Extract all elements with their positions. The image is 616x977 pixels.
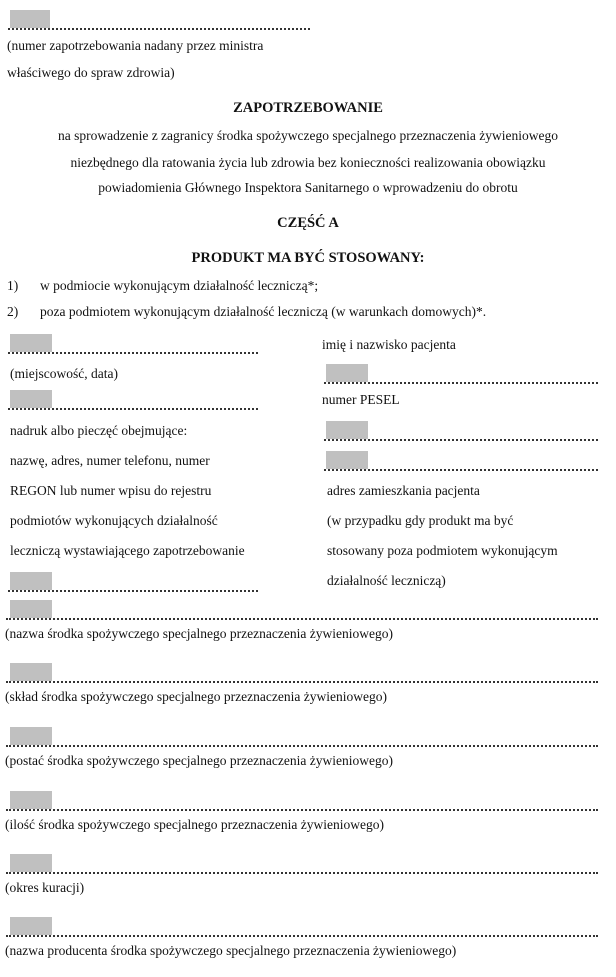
stamp-line bbox=[8, 408, 258, 410]
treatment-period-caption: (okres kuracji) bbox=[5, 880, 85, 895]
usage-option-1-text: w podmiocie wykonującym działalność leczniczą*; bbox=[40, 278, 319, 293]
patient-name-line bbox=[324, 382, 598, 384]
pesel-caption: numer PESEL bbox=[322, 392, 400, 407]
subtitle-line-1: na sprowadzenie z zagranicy środka spożywczego specjalnego przeznaczenia żywieniowego bbox=[57, 128, 558, 143]
subtitle-line-2: niezbędnego dla ratowania życia lub zdrowia bez konieczności realizowania obowiązku bbox=[70, 155, 546, 170]
subtitle-line-3: powiadomienia Głównego Inspektora Sanitarnego o wprowadzeniu do obrotu bbox=[98, 180, 518, 195]
place-date-line bbox=[8, 352, 258, 354]
stamp-caption-line-1: nadruk albo pieczęć obejmujące: bbox=[10, 423, 188, 438]
usage-option-1-number: 1) bbox=[7, 278, 19, 293]
address-caption-line-3: stosowany poza podmiotem wykonującym bbox=[327, 543, 558, 558]
treatment-period-line bbox=[6, 872, 598, 874]
pesel-line bbox=[324, 439, 598, 441]
patient-name-caption: imię i nazwisko pacjenta bbox=[322, 337, 456, 352]
product-quantity-caption: (ilość środka spożywczego specjalnego przeznaczenia żywieniowego) bbox=[5, 817, 384, 832]
manufacturer-name-caption: (nazwa producenta środka spożywczego specjalnego przeznaczenia żywieniowego) bbox=[5, 943, 457, 958]
stamp-input[interactable] bbox=[10, 390, 52, 408]
product-name-line bbox=[6, 618, 598, 620]
patient-name-input[interactable] bbox=[326, 364, 368, 382]
product-composition-line bbox=[6, 681, 598, 683]
address-caption-line-1: adres zamieszkania pacjenta bbox=[327, 483, 480, 498]
stamp-caption-line-3: REGON lub numer wpisu do rejestru bbox=[10, 483, 212, 498]
patient-address-line bbox=[324, 469, 598, 471]
request-number-input[interactable] bbox=[10, 10, 50, 28]
pesel-input[interactable] bbox=[326, 421, 368, 439]
document-title: ZAPOTRZEBOWANIE bbox=[233, 100, 383, 116]
request-number-caption-line2: właściwego do spraw zdrowia) bbox=[7, 65, 175, 80]
address-caption-line-4: działalność leczniczą) bbox=[327, 573, 446, 588]
product-form-caption: (postać środka spożywczego specjalnego przeznaczenia żywieniowego) bbox=[5, 753, 393, 768]
address-caption-line-2: (w przypadku gdy produkt ma być bbox=[327, 513, 514, 528]
usage-option-2-text: poza podmiotem wykonującym działalność leczniczą (w warunkach domowych)*. bbox=[40, 304, 487, 319]
stamp-caption-line-2: nazwę, adres, numer telefonu, numer bbox=[10, 453, 210, 468]
product-name-caption: (nazwa środka spożywczego specjalnego przeznaczenia żywieniowego) bbox=[5, 626, 393, 641]
request-number-caption-line1: (numer zapotrzebowania nadany przez ministra bbox=[7, 38, 264, 53]
stamp-caption-line-4: podmiotów wykonujących działalność bbox=[10, 513, 218, 528]
product-quantity-input[interactable] bbox=[10, 791, 52, 809]
stamp-field-2-input[interactable] bbox=[10, 572, 52, 590]
product-composition-input[interactable] bbox=[10, 663, 52, 681]
part-heading: CZĘŚĆ A bbox=[277, 215, 339, 231]
usage-heading: PRODUKT MA BYĆ STOSOWANY: bbox=[191, 250, 425, 266]
manufacturer-name-input[interactable] bbox=[10, 917, 52, 935]
product-name-input[interactable] bbox=[10, 600, 52, 618]
product-form-line bbox=[6, 745, 598, 747]
usage-option-2-number: 2) bbox=[7, 304, 19, 319]
place-date-input[interactable] bbox=[10, 334, 52, 352]
product-quantity-line bbox=[6, 809, 598, 811]
treatment-period-input[interactable] bbox=[10, 854, 52, 872]
patient-address-input[interactable] bbox=[326, 451, 368, 469]
request-number-line bbox=[8, 28, 310, 30]
stamp-field-2-line bbox=[8, 590, 258, 592]
manufacturer-name-line bbox=[6, 935, 598, 937]
product-composition-caption: (skład środka spożywczego specjalnego przeznaczenia żywieniowego) bbox=[5, 689, 387, 704]
place-date-caption: (miejscowość, data) bbox=[10, 366, 118, 381]
stamp-caption-line-5: leczniczą wystawiającego zapotrzebowanie bbox=[10, 543, 245, 558]
product-form-input[interactable] bbox=[10, 727, 52, 745]
